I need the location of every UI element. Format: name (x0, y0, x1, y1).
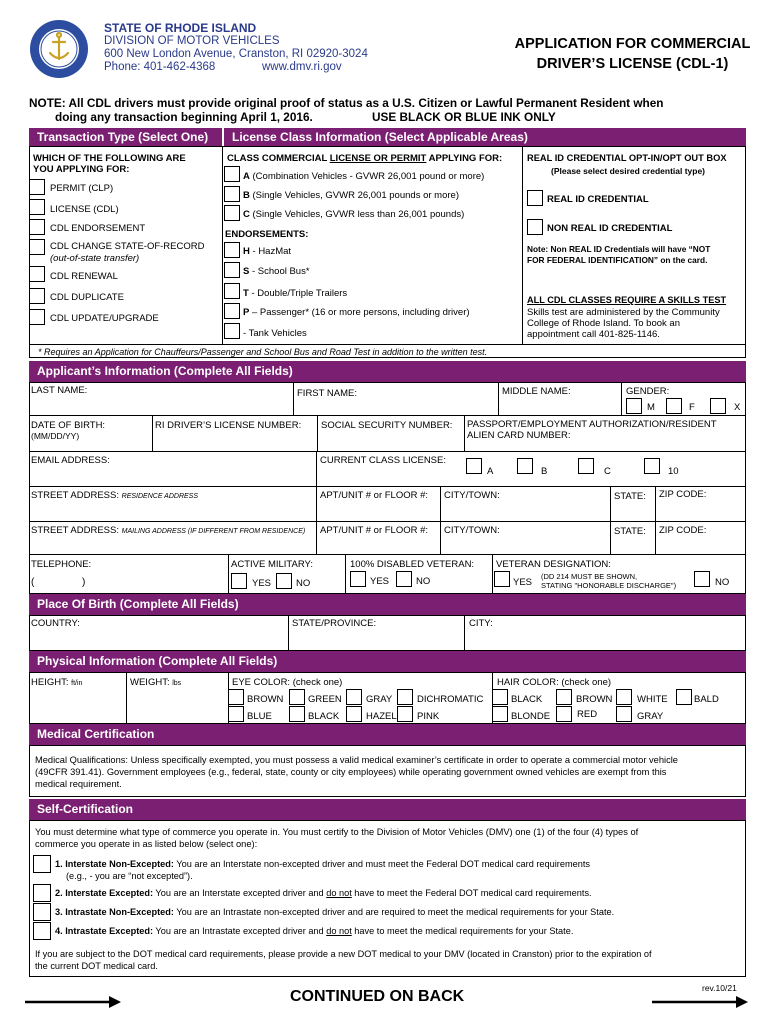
class-b-label (243, 190, 459, 201)
class-heading (227, 153, 502, 164)
height-label-text: HEIGHT: (31, 677, 69, 688)
selfcert-1-label (55, 859, 590, 870)
eye-gray-checkbox[interactable] (346, 689, 362, 705)
gender-label: GENDER: (626, 386, 670, 397)
license-checkbox[interactable] (29, 199, 45, 215)
selfcert-1-sub: (e.g., - you are “not excepted”). (66, 871, 193, 881)
permit-checkbox[interactable] (29, 179, 45, 195)
selfcert-2-text1: You are an Interstate excepted driver and (153, 888, 327, 898)
update-checkbox[interactable] (29, 309, 45, 325)
hair-blonde-checkbox[interactable] (492, 706, 508, 722)
gender-m-checkbox[interactable] (626, 398, 642, 414)
endorse-s-checkbox[interactable] (224, 262, 240, 278)
street-res-label-text: STREET ADDRESS: (31, 490, 119, 501)
selfcert-closing (35, 948, 652, 972)
endorse-h-letter: H (243, 246, 250, 257)
duplicate-checkbox[interactable] (29, 288, 45, 304)
class-c-text: (Single Vehicles, GVWR less than 26,001 pounds) (249, 209, 465, 220)
class-b-checkbox[interactable] (224, 186, 240, 202)
transaction-question-line2: YOU APPLYING FOR: (33, 164, 130, 175)
birth-city-field[interactable] (464, 615, 746, 651)
hair-black-label: BLACK (511, 694, 543, 705)
duplicate-label: CDL DUPLICATE (50, 292, 124, 303)
state-mail-label: STATE: (614, 526, 646, 537)
military-yes-checkbox[interactable] (231, 573, 247, 589)
endorse-h-checkbox[interactable] (224, 242, 240, 258)
middle-name-label: MIDDLE NAME: (502, 386, 571, 397)
note-line1: NOTE: All CDL drivers must provide original proof of status as a U.S. Citizen or Lawful Permanent Resident when (29, 96, 664, 110)
selfcert-2-underlined: do not (326, 888, 352, 898)
renewal-checkbox[interactable] (29, 266, 45, 282)
hair-blonde-label: BLONDE (511, 711, 551, 722)
endorse-h-label (243, 246, 291, 257)
eye-dichromatic-checkbox[interactable] (397, 689, 413, 705)
realid-checkbox[interactable] (527, 190, 543, 206)
street-mail-label-text: STREET ADDRESS: (31, 525, 119, 536)
top-divider-2 (522, 146, 523, 344)
eye-brown-checkbox[interactable] (228, 689, 244, 705)
medical-text-line3: medical requirement. (35, 779, 122, 789)
gender-m-label: M (647, 402, 655, 413)
selfcert-4-label (55, 926, 573, 937)
eye-blue-checkbox[interactable] (228, 706, 244, 722)
header-phone: Phone: 401-462-4368 (104, 61, 216, 73)
class-a-text: (Combination Vehicles - GVWR 26,001 pound or more) (249, 171, 485, 182)
hair-white-label: WHITE (637, 694, 668, 705)
eye-hazel-label: HAZEL (366, 711, 397, 722)
top-divider-1 (222, 146, 223, 344)
endorse-t-label (243, 288, 347, 299)
change-state-sub: (out-of-state transfer) (50, 253, 140, 264)
skills-line1: Skills test are administered by the Community (527, 307, 720, 318)
header-website[interactable]: www.dmv.ri.gov (262, 61, 342, 73)
selfcert-intro (35, 826, 638, 850)
class-a-letter: A (243, 171, 250, 182)
eye-green-label: GREEN (308, 694, 342, 705)
veteran-yes-checkbox[interactable] (350, 571, 366, 587)
current-class-c-label: C (604, 466, 611, 477)
hair-bald-label: BALD (694, 694, 719, 705)
endorse-s-text: - School Bus* (249, 266, 310, 277)
eye-black-label: BLACK (308, 711, 340, 722)
seal-logo (29, 19, 89, 79)
class-a-checkbox[interactable] (224, 166, 240, 182)
license-class-bar: License Class Information (Select Applicable Areas) (224, 128, 746, 146)
left-arrow-icon (23, 994, 123, 1010)
top-divider-3 (29, 344, 746, 345)
hair-color-label: HAIR COLOR: (check one) (497, 677, 612, 688)
veteran-yes-label: YES (370, 576, 390, 587)
selfcert-3-title: 3. Intrastate Non-Excepted: (55, 907, 174, 917)
license-label: LICENSE (CDL) (50, 204, 119, 215)
current-class-b-label: B (541, 466, 548, 477)
medical-text (35, 754, 678, 790)
height-unit: ft/in (71, 680, 83, 687)
hair-bald-checkbox[interactable] (676, 689, 692, 705)
current-class-a-checkbox[interactable] (466, 458, 482, 474)
eye-black-checkbox[interactable] (289, 706, 305, 722)
header-address: 600 New London Avenue, Cranston, RI 02920-3024 (104, 48, 368, 60)
class-c-checkbox[interactable] (224, 205, 240, 221)
ink-instruction: USE BLACK OR BLUE INK ONLY (372, 110, 556, 124)
hair-black-checkbox[interactable] (492, 689, 508, 705)
selfcert-3-label (55, 907, 614, 918)
endorse-t-letter: T (243, 288, 249, 299)
weight-label-text: WEIGHT: (130, 677, 170, 688)
weight-label (130, 677, 181, 689)
endorsement-label: CDL ENDORSEMENT (50, 223, 146, 234)
passport-label-line1: PASSPORT/EMPLOYMENT AUTHORIZATION/RESIDENT (467, 419, 717, 430)
passport-label (467, 419, 717, 441)
selfcert-closing-line2: the current DOT medical card. (35, 961, 158, 971)
transaction-type-bar: Transaction Type (Select One) (29, 128, 222, 146)
zip-mail-label: ZIP CODE: (659, 525, 707, 536)
current-class-c-checkbox[interactable] (578, 458, 594, 474)
realid-note (527, 244, 710, 266)
birth-bar: Place Of Birth (Complete All Fields) (29, 594, 746, 615)
eye-blue-label: BLUE (247, 711, 272, 722)
gender-f-label: F (689, 402, 695, 413)
class-heading-pre: CLASS COMMERCIAL (227, 153, 330, 164)
medical-text-line2: (49CFR 391.41). Government employees (e.g., federal, state, county or city employees) while operating government owned vehicles are exempt from this (35, 767, 667, 777)
telephone-label: TELEPHONE: (31, 559, 92, 570)
realid-note-line2: FOR FEDERAL IDENTIFICATION” on the card. (527, 255, 708, 265)
eye-dichromatic-label: DICHROMATIC (417, 694, 484, 705)
first-name-label: FIRST NAME: (297, 388, 357, 399)
transaction-question (33, 153, 186, 175)
veteran-no-checkbox[interactable] (396, 571, 412, 587)
endorse-s-letter: S (243, 266, 250, 277)
birth-city-label: CITY: (469, 618, 493, 629)
apt-mail-label: APT/UNIT # or FLOOR #: (320, 525, 429, 536)
endorse-h-text: - HazMat (249, 246, 292, 257)
nonrealid-checkbox[interactable] (527, 219, 543, 235)
current-class-10-checkbox[interactable] (644, 458, 660, 474)
ssn-label: SOCIAL SECURITY NUMBER: (321, 420, 453, 431)
veteran-no-label: NO (416, 576, 431, 587)
skills-line2: College of Rhode Island. To book an (527, 318, 680, 329)
current-class-b-checkbox[interactable] (517, 458, 533, 474)
street-mail-label (31, 525, 305, 537)
military-label: ACTIVE MILITARY: (231, 559, 314, 570)
selfcert-closing-line1: If you are subject to the DOT medical card requirements, please provide a new DOT medical to your DMV (located in Cranston) prior to the expiration of (35, 949, 652, 959)
endorse-p-text: – Passenger* (16 or more persons, including driver) (249, 307, 470, 318)
selfcert-intro-line2: commerce you operate in as listed below (select one): (35, 839, 258, 849)
selfcert-bar: Self-Certification (29, 799, 746, 820)
military-no-label: NO (296, 578, 311, 589)
transaction-question-line1: WHICH OF THE FOLLOWING ARE (33, 153, 186, 164)
gender-x-checkbox[interactable] (710, 398, 726, 414)
endorse-p-label (243, 307, 470, 318)
endorse-p-letter: P (243, 307, 250, 318)
dd214-line1: (DD 214 MUST BE SHOWN, (541, 572, 638, 581)
skills-text (527, 307, 720, 340)
note-line2: doing any transaction beginning April 1, 2016. (55, 110, 313, 124)
selfcert-1-title: 1. Interstate Non-Excepted: (55, 859, 174, 869)
class-heading-underlined: LICENSE OR PERMIT (329, 153, 427, 164)
apt-res-label: APT/UNIT # or FLOOR #: (320, 490, 429, 501)
form-title-line2: DRIVER’S LICENSE (CDL-1) (536, 56, 729, 72)
change-state-checkbox[interactable] (29, 239, 45, 255)
physical-bar: Physical Information (Complete All Fields) (29, 651, 746, 672)
skills-line3: appointment call 401-825-1146. (527, 329, 660, 340)
hair-red-checkbox[interactable] (556, 706, 572, 722)
current-class-a-label: A (487, 466, 494, 477)
selfcert-2-label (55, 888, 592, 899)
permit-label: PERMIT (CLP) (50, 183, 114, 194)
class-b-letter: B (243, 190, 250, 201)
passport-label-line2: ALIEN CARD NUMBER: (467, 430, 571, 441)
selfcert-intro-line1: You must determine what type of commerce you operate in. You must certify to the Division of Motor Vehicles (DMV) one (1) of the four (4) types of (35, 827, 639, 837)
eye-pink-label: PINK (417, 711, 440, 722)
endorsements-heading: ENDORSEMENTS: (225, 229, 309, 240)
medical-bar: Medical Certification (29, 724, 746, 745)
veteran-label: 100% DISABLED VETERAN: (350, 559, 475, 570)
class-c-label (243, 209, 464, 220)
designation-yes-label: YES (513, 577, 533, 588)
selfcert-4-underlined: do not (326, 926, 352, 936)
zip-res-label: ZIP CODE: (659, 489, 707, 500)
class-c-letter: C (243, 209, 250, 220)
realid-heading: REAL ID CREDENTIAL OPT-IN/OPT OUT BOX (527, 153, 727, 163)
designation-no-checkbox[interactable] (694, 571, 710, 587)
class-heading-post: APPLYING FOR: (426, 153, 503, 164)
gender-f-checkbox[interactable] (666, 398, 682, 414)
military-no-checkbox[interactable] (276, 573, 292, 589)
dd214-note (541, 572, 676, 590)
selfcert-4-checkbox[interactable] (33, 922, 51, 940)
selfcert-4-text1: You are an Intrastate excepted driver and (153, 926, 327, 936)
form-title (495, 34, 770, 74)
form-title-line1: APPLICATION FOR COMMERCIAL (514, 36, 751, 52)
selfcert-4-title: 4. Intrastate Excepted: (55, 926, 154, 936)
dob-format: (MM/DD/YY) (31, 431, 80, 441)
selfcert-2-text2: have to meet the Federal DOT medical card requirements. (351, 888, 592, 898)
telephone-paren-close: ) (82, 577, 86, 588)
country-label: COUNTRY: (31, 618, 80, 629)
renewal-label: CDL RENEWAL (50, 271, 118, 282)
eye-color-label: EYE COLOR: (check one) (232, 677, 343, 688)
designation-no-label: NO (715, 577, 730, 588)
street-mail-sub: MAILING ADDRESS (IF DIFFERENT FROM RESIDENCE) (121, 528, 306, 535)
class-footnote: * Requires an Application for Chauffeurs/Passenger and School Bus and Road Test in addition to the written test. (38, 347, 488, 357)
class-a-label (243, 171, 484, 182)
hair-gray-label: GRAY (637, 711, 664, 722)
current-class-10-label: 10 (668, 466, 679, 477)
eye-hazel-checkbox[interactable] (346, 706, 362, 722)
email-label: EMAIL ADDRESS: (31, 455, 110, 466)
city-mail-label: CITY/TOWN: (444, 525, 500, 536)
selfcert-2-title: 2. Interstate Excepted: (55, 888, 154, 898)
military-yes-label: YES (252, 578, 272, 589)
ri-license-label: RI DRIVER’S LICENSE NUMBER: (155, 420, 302, 431)
street-res-label (31, 490, 198, 502)
realid-sub: (Please select desired credential type) (551, 166, 706, 176)
realid-note-line1: Note: Non REAL ID Credentials will have “NOT (527, 244, 711, 254)
selfcert-3-checkbox[interactable] (33, 903, 51, 921)
right-arrow-icon (650, 994, 750, 1010)
class-b-text: (Single Vehicles, GVWR 26,001 pounds or more) (249, 190, 459, 201)
hair-gray-checkbox[interactable] (616, 706, 632, 722)
city-res-label: CITY/TOWN: (444, 490, 500, 501)
applicant-bar: Applicant’s Information (Complete All Fields) (29, 361, 746, 382)
eye-gray-label: GRAY (366, 694, 393, 705)
eye-brown-label: BROWN (247, 694, 284, 705)
street-res-sub: RESIDENCE ADDRESS (121, 493, 199, 500)
dob-label: DATE OF BIRTH: (31, 420, 106, 431)
selfcert-3-text: You are an Intrastate non-excepted driver and are required to meet the medical requirements for your State. (173, 907, 615, 917)
gender-x-label: X (734, 402, 741, 413)
header-division: DIVISION OF MOTOR VEHICLES (104, 35, 280, 47)
selfcert-2-checkbox[interactable] (33, 884, 51, 902)
hair-brown-checkbox[interactable] (556, 689, 572, 705)
medical-text-line1: Medical Qualifications: Unless specifically exempted, you must possess a valid medical examiner’s certificate in order to operate a commercial motor vehicle (35, 755, 678, 765)
weight-unit: lbs (172, 680, 182, 687)
state-res-label: STATE: (614, 491, 646, 502)
endorse-p-checkbox[interactable] (224, 303, 240, 319)
last-name-label: LAST NAME: (31, 385, 88, 396)
update-label: CDL UPDATE/UPGRADE (50, 313, 159, 324)
province-label: STATE/PROVINCE: (292, 618, 377, 629)
current-class-label: CURRENT CLASS LICENSE: (320, 455, 446, 466)
designation-label: VETERAN DESIGNATION: (496, 559, 611, 570)
endorse-t-checkbox[interactable] (224, 283, 240, 299)
designation-yes-checkbox[interactable] (494, 571, 510, 587)
selfcert-4-text2: have to meet the medical requirements for your State. (351, 926, 574, 936)
hair-red-label: RED (577, 709, 598, 720)
hair-brown-label: BROWN (576, 694, 613, 705)
selfcert-1-checkbox[interactable] (33, 855, 51, 873)
nonrealid-label: NON REAL ID CREDENTIAL (547, 223, 673, 234)
change-state-label: CDL CHANGE STATE-OF-RECORD (50, 241, 205, 252)
endorse-t-text: - Double/Triple Trailers (248, 288, 348, 299)
eye-pink-checkbox[interactable] (397, 706, 413, 722)
height-label (31, 677, 82, 689)
eye-green-checkbox[interactable] (289, 689, 305, 705)
endorsement-checkbox[interactable] (29, 219, 45, 235)
realid-label: REAL ID CREDENTIAL (547, 194, 649, 205)
revision: rev.10/21 (702, 983, 737, 993)
endorse-n-label: - Tank Vehicles (243, 328, 307, 339)
selfcert-1-text: You are an Interstate non-excepted driver and must meet the Federal DOT medical card requirements (173, 859, 590, 869)
endorse-s-label (243, 266, 310, 277)
skills-heading: ALL CDL CLASSES REQUIRE A SKILLS TEST (527, 295, 727, 305)
hair-white-checkbox[interactable] (616, 689, 632, 705)
continued-on-back: CONTINUED ON BACK (290, 988, 465, 1005)
header-state: STATE OF RHODE ISLAND (104, 21, 257, 35)
dd214-line2: STATING "HONORABLE DISCHARGE") (541, 581, 677, 590)
endorse-n-checkbox[interactable] (224, 323, 240, 339)
telephone-paren-open: ( (31, 577, 35, 588)
